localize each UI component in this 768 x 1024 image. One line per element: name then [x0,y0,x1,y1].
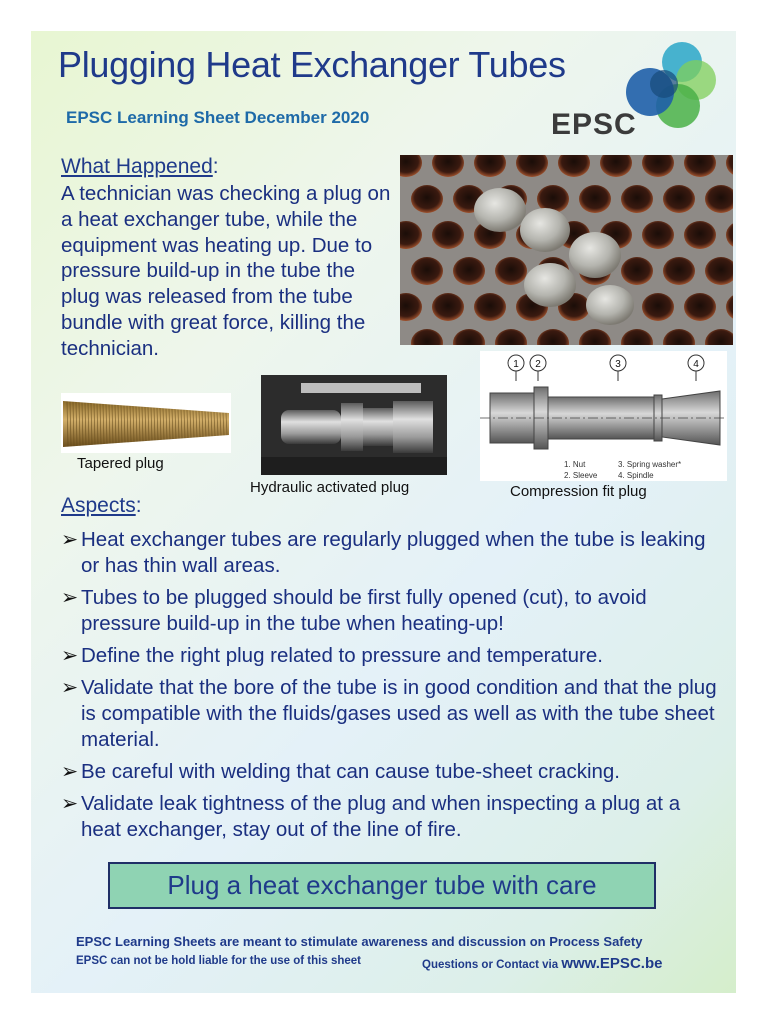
diagram-number-3: 3 [615,359,621,370]
tube-hole [579,185,611,213]
arrow-bullet-icon: ➢ [61,792,79,815]
page-title: Plugging Heat Exchanger Tubes [58,44,566,85]
tube-hole [663,185,695,213]
hydraulic-plug-caption: Hydraulic activated plug [250,479,410,496]
tapered-plug-caption: Tapered plug [77,455,164,472]
tube-hole [621,257,653,285]
list-item [61,585,721,637]
tube-hole [495,257,527,285]
aspect-text: Tubes to be plugged should be first fully opened (cut), to avoid pressure build-up in the tube when heating-up! [81,586,647,635]
arrow-bullet-icon: ➢ [61,644,79,667]
website-link[interactable]: www.EPSC.be [561,955,663,972]
list-item [61,675,721,753]
epsc-logo-text: EPSC [551,108,637,141]
aspect-text: Heat exchanger tubes are regularly plugged when the tube is leaking or has thin wall areas. [81,528,706,577]
callout-box: Plug a heat exchanger tube with care [108,862,656,909]
aspect-text: Define the right plug related to pressure and temperature. [81,644,603,667]
footer-disclaimer: EPSC Learning Sheets are meant to stimulate awareness and discussion on Process Safety [76,934,643,949]
diagram-number-2: 2 [535,359,541,370]
what-happened-text: A technician was checking a plug on a heat exchanger tube, while the equipment was heating up. Due to pressure build-up in the tube the plug was released from the tube bundle with great force, killing the technician. [61,182,391,360]
arrow-bullet-icon: ➢ [61,760,79,783]
footer-liability: EPSC can not be hold liable for the use of this sheet [76,955,361,967]
list-item [61,759,721,785]
tube-sheet-photo [400,155,733,345]
aspects-list [61,527,721,849]
aspect-text: Validate that the bore of the tube is in good condition and that the plug is compatible with the fluids/gases used as well as with the tube sheet material. [81,676,717,751]
tube-hole [684,293,716,321]
tube-hole [432,221,464,249]
list-item [61,791,721,843]
arrow-bullet-icon: ➢ [61,586,79,609]
tube-hole [432,293,464,321]
tube-hole [621,185,653,213]
tube-hole [474,293,506,321]
diagram-legend-sleeve: 2. Sleeve [564,471,598,480]
arrow-bullet-icon: ➢ [61,528,79,551]
what-happened-label: What Happened [61,155,213,178]
footer-contact [422,955,662,972]
footer-contact-prefix: Questions or Contact via [422,959,562,971]
tapered-plug-photo [61,393,231,453]
aspects-heading [61,494,142,518]
list-item [61,527,721,579]
tube-hole [411,185,443,213]
compression-plug-caption: Compression fit plug [510,483,647,500]
sheet-subtitle: EPSC Learning Sheet December 2020 [66,108,370,127]
hydraulic-plug-photo [261,375,447,475]
arrow-bullet-icon: ➢ [61,676,79,699]
list-item [61,643,721,669]
compression-plug-diagram [480,351,727,481]
tube-hole [684,221,716,249]
tube-hole [642,293,674,321]
diagram-number-1: 1 [513,359,519,370]
diagram-number-4: 4 [693,359,699,370]
diagram-legend-spring-washer: 3. Spring washer* [618,460,682,469]
tube-hole [453,257,485,285]
tube-hole [663,257,695,285]
what-happened-heading [61,155,219,179]
aspect-text: Validate leak tightness of the plug and when inspecting a plug at a heat exchanger, stay out of the line of fire. [81,792,681,841]
tube-hole [411,257,443,285]
diagram-legend-spindle: 4. Spindle [618,471,654,480]
aspects-label: Aspects [61,494,136,517]
tube-hole [642,221,674,249]
aspect-text: Be careful with welding that can cause tube-sheet cracking. [81,760,620,783]
epsc-logo-icon [622,40,722,130]
diagram-legend-nut: 1. Nut [564,460,586,469]
what-happened-colon: : [212,155,219,178]
aspects-colon: : [135,494,142,517]
